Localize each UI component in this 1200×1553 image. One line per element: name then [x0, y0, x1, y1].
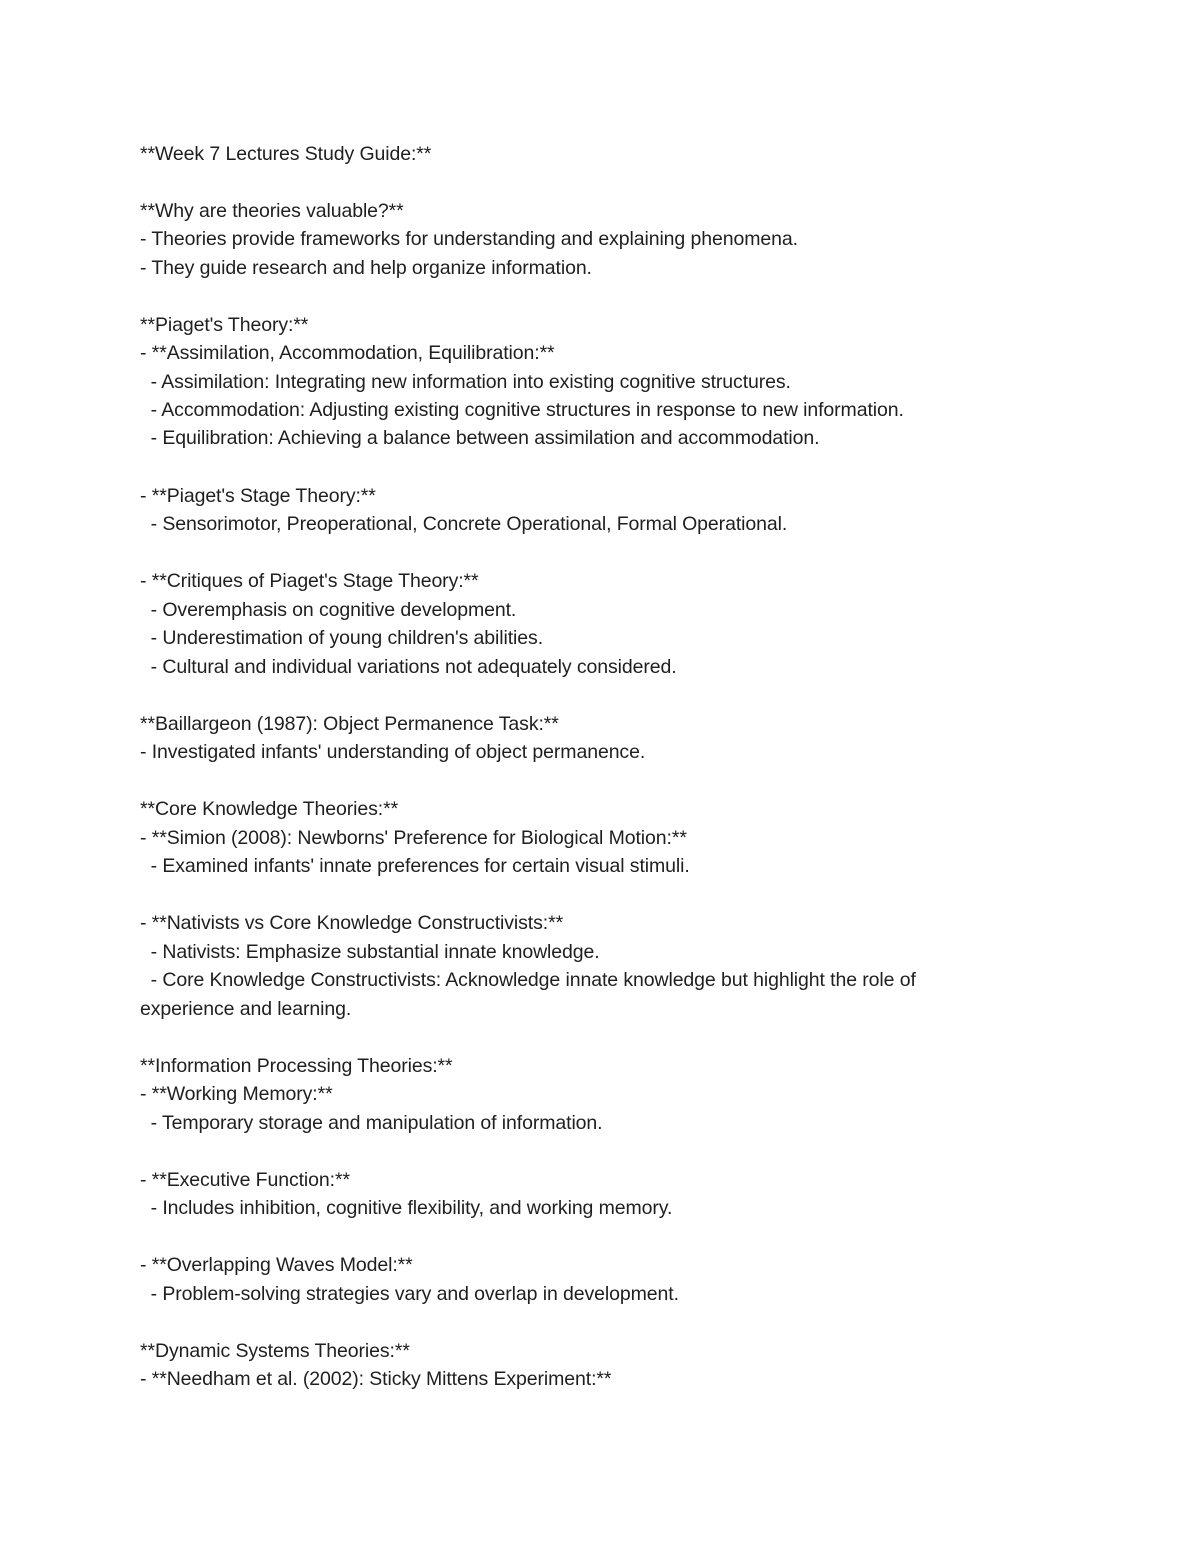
bullet-line: - Assimilation: Integrating new information into existing cognitive structures. [140, 371, 791, 393]
section-heading: **Piaget's Theory:** [140, 314, 309, 336]
bullet-line: - Theories provide frameworks for understanding and explaining phenomena. [140, 228, 798, 250]
subsection-line: - **Overlapping Waves Model:** [140, 1254, 413, 1276]
subsection-line: - **Needham et al. (2002): Sticky Mittens Experiment:** [140, 1368, 612, 1390]
bullet-line: - Temporary storage and manipulation of information. [140, 1112, 603, 1134]
bullet-line: - They guide research and help organize information. [140, 257, 592, 279]
subsection-line: - **Nativists vs Core Knowledge Constructivists:** [140, 912, 564, 934]
subsection-line: - **Executive Function:** [140, 1169, 350, 1191]
bullet-line: - Core Knowledge Constructivists: Acknowledge innate knowledge but highlight the role of [140, 969, 916, 991]
bullet-line: - Nativists: Emphasize substantial innate knowledge. [140, 941, 600, 963]
section-heading: **Dynamic Systems Theories:** [140, 1340, 410, 1362]
subsection-line: - **Simion (2008): Newborns' Preference for Biological Motion:** [140, 827, 687, 849]
section-heading: **Baillargeon (1987): Object Permanence Task:** [140, 713, 559, 735]
subsection-line: - **Assimilation, Accommodation, Equilibration:** [140, 342, 555, 364]
bullet-line: experience and learning. [140, 998, 352, 1020]
bullet-line: - Investigated infants' understanding of object permanence. [140, 741, 646, 763]
bullet-line: - Cultural and individual variations not adequately considered. [140, 656, 677, 678]
subsection-line: - **Piaget's Stage Theory:** [140, 485, 376, 507]
doc-title: **Week 7 Lectures Study Guide:** [140, 143, 432, 165]
bullet-line: - Overemphasis on cognitive development. [140, 599, 517, 621]
bullet-line: - Equilibration: Achieving a balance between assimilation and accommodation. [140, 427, 820, 449]
bullet-line: - Sensorimotor, Preoperational, Concrete Operational, Formal Operational. [140, 513, 788, 535]
subsection-line: - **Critiques of Piaget's Stage Theory:** [140, 570, 479, 592]
section-heading: **Information Processing Theories:** [140, 1055, 453, 1077]
bullet-line: - Problem-solving strategies vary and overlap in development. [140, 1283, 679, 1305]
bullet-line: - Examined infants' innate preferences for certain visual stimuli. [140, 855, 690, 877]
section-heading: **Why are theories valuable?** [140, 200, 404, 222]
bullet-line: - Accommodation: Adjusting existing cognitive structures in response to new information. [140, 399, 904, 421]
subsection-line: - **Working Memory:** [140, 1083, 333, 1105]
bullet-line: - Underestimation of young children's abilities. [140, 627, 544, 649]
bullet-line: - Includes inhibition, cognitive flexibility, and working memory. [140, 1197, 673, 1219]
section-heading: **Core Knowledge Theories:** [140, 798, 399, 820]
